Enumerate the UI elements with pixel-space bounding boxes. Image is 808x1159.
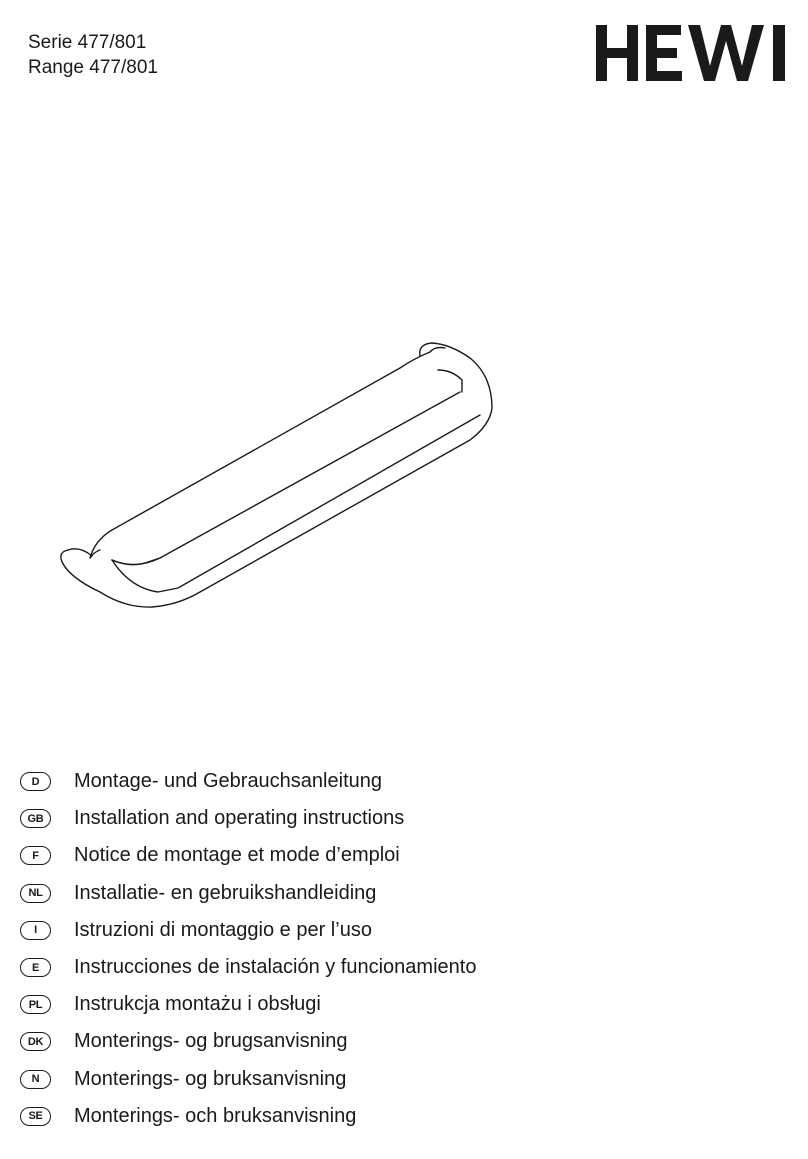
list-item xyxy=(20,1023,780,1060)
language-code-badge: D xyxy=(20,772,51,791)
language-code-badge: E xyxy=(20,958,51,977)
series-heading xyxy=(28,30,158,80)
language-code-badge: SE xyxy=(20,1107,51,1126)
language-list xyxy=(20,763,780,1135)
list-item xyxy=(20,875,780,912)
instruction-title: Monterings- og bruksanvisning xyxy=(74,1067,347,1090)
language-code-badge: GB xyxy=(20,809,51,828)
towel-rail-illustration-icon xyxy=(40,330,510,620)
language-code-badge: F xyxy=(20,846,51,865)
list-item xyxy=(20,837,780,874)
list-item xyxy=(20,763,780,800)
list-item xyxy=(20,986,780,1023)
list-item xyxy=(20,912,780,949)
instruction-title: Installatie- en gebruikshandleiding xyxy=(74,881,377,904)
instruction-title: Montage- und Gebrauchsanleitung xyxy=(74,770,382,793)
language-code-badge: NL xyxy=(20,884,51,903)
list-item xyxy=(20,1061,780,1098)
language-code-badge: PL xyxy=(20,995,51,1014)
language-code-badge: N xyxy=(20,1070,51,1089)
language-code-badge: I xyxy=(20,921,51,940)
list-item xyxy=(20,949,780,986)
instruction-title: Monterings- og brugsanvisning xyxy=(74,1030,348,1053)
instruction-title: Monterings- och bruksanvisning xyxy=(74,1104,357,1127)
series-number-de: Serie 477/801 xyxy=(28,32,147,53)
instruction-title: Instrucciones de instalación y funcionamiento xyxy=(74,956,477,979)
language-code-badge: DK xyxy=(20,1032,51,1051)
instruction-title: Istruzioni di montaggio e per l’uso xyxy=(74,918,372,941)
hewi-wordmark-icon xyxy=(596,20,788,86)
list-item xyxy=(20,1098,780,1135)
instruction-title: Notice de montage et mode d’emploi xyxy=(74,844,400,867)
series-number-en: Range 477/801 xyxy=(28,57,158,78)
list-item xyxy=(20,800,780,837)
instruction-title: Instrukcja montażu i obsługi xyxy=(74,993,321,1016)
instruction-title: Installation and operating instructions xyxy=(74,807,405,830)
